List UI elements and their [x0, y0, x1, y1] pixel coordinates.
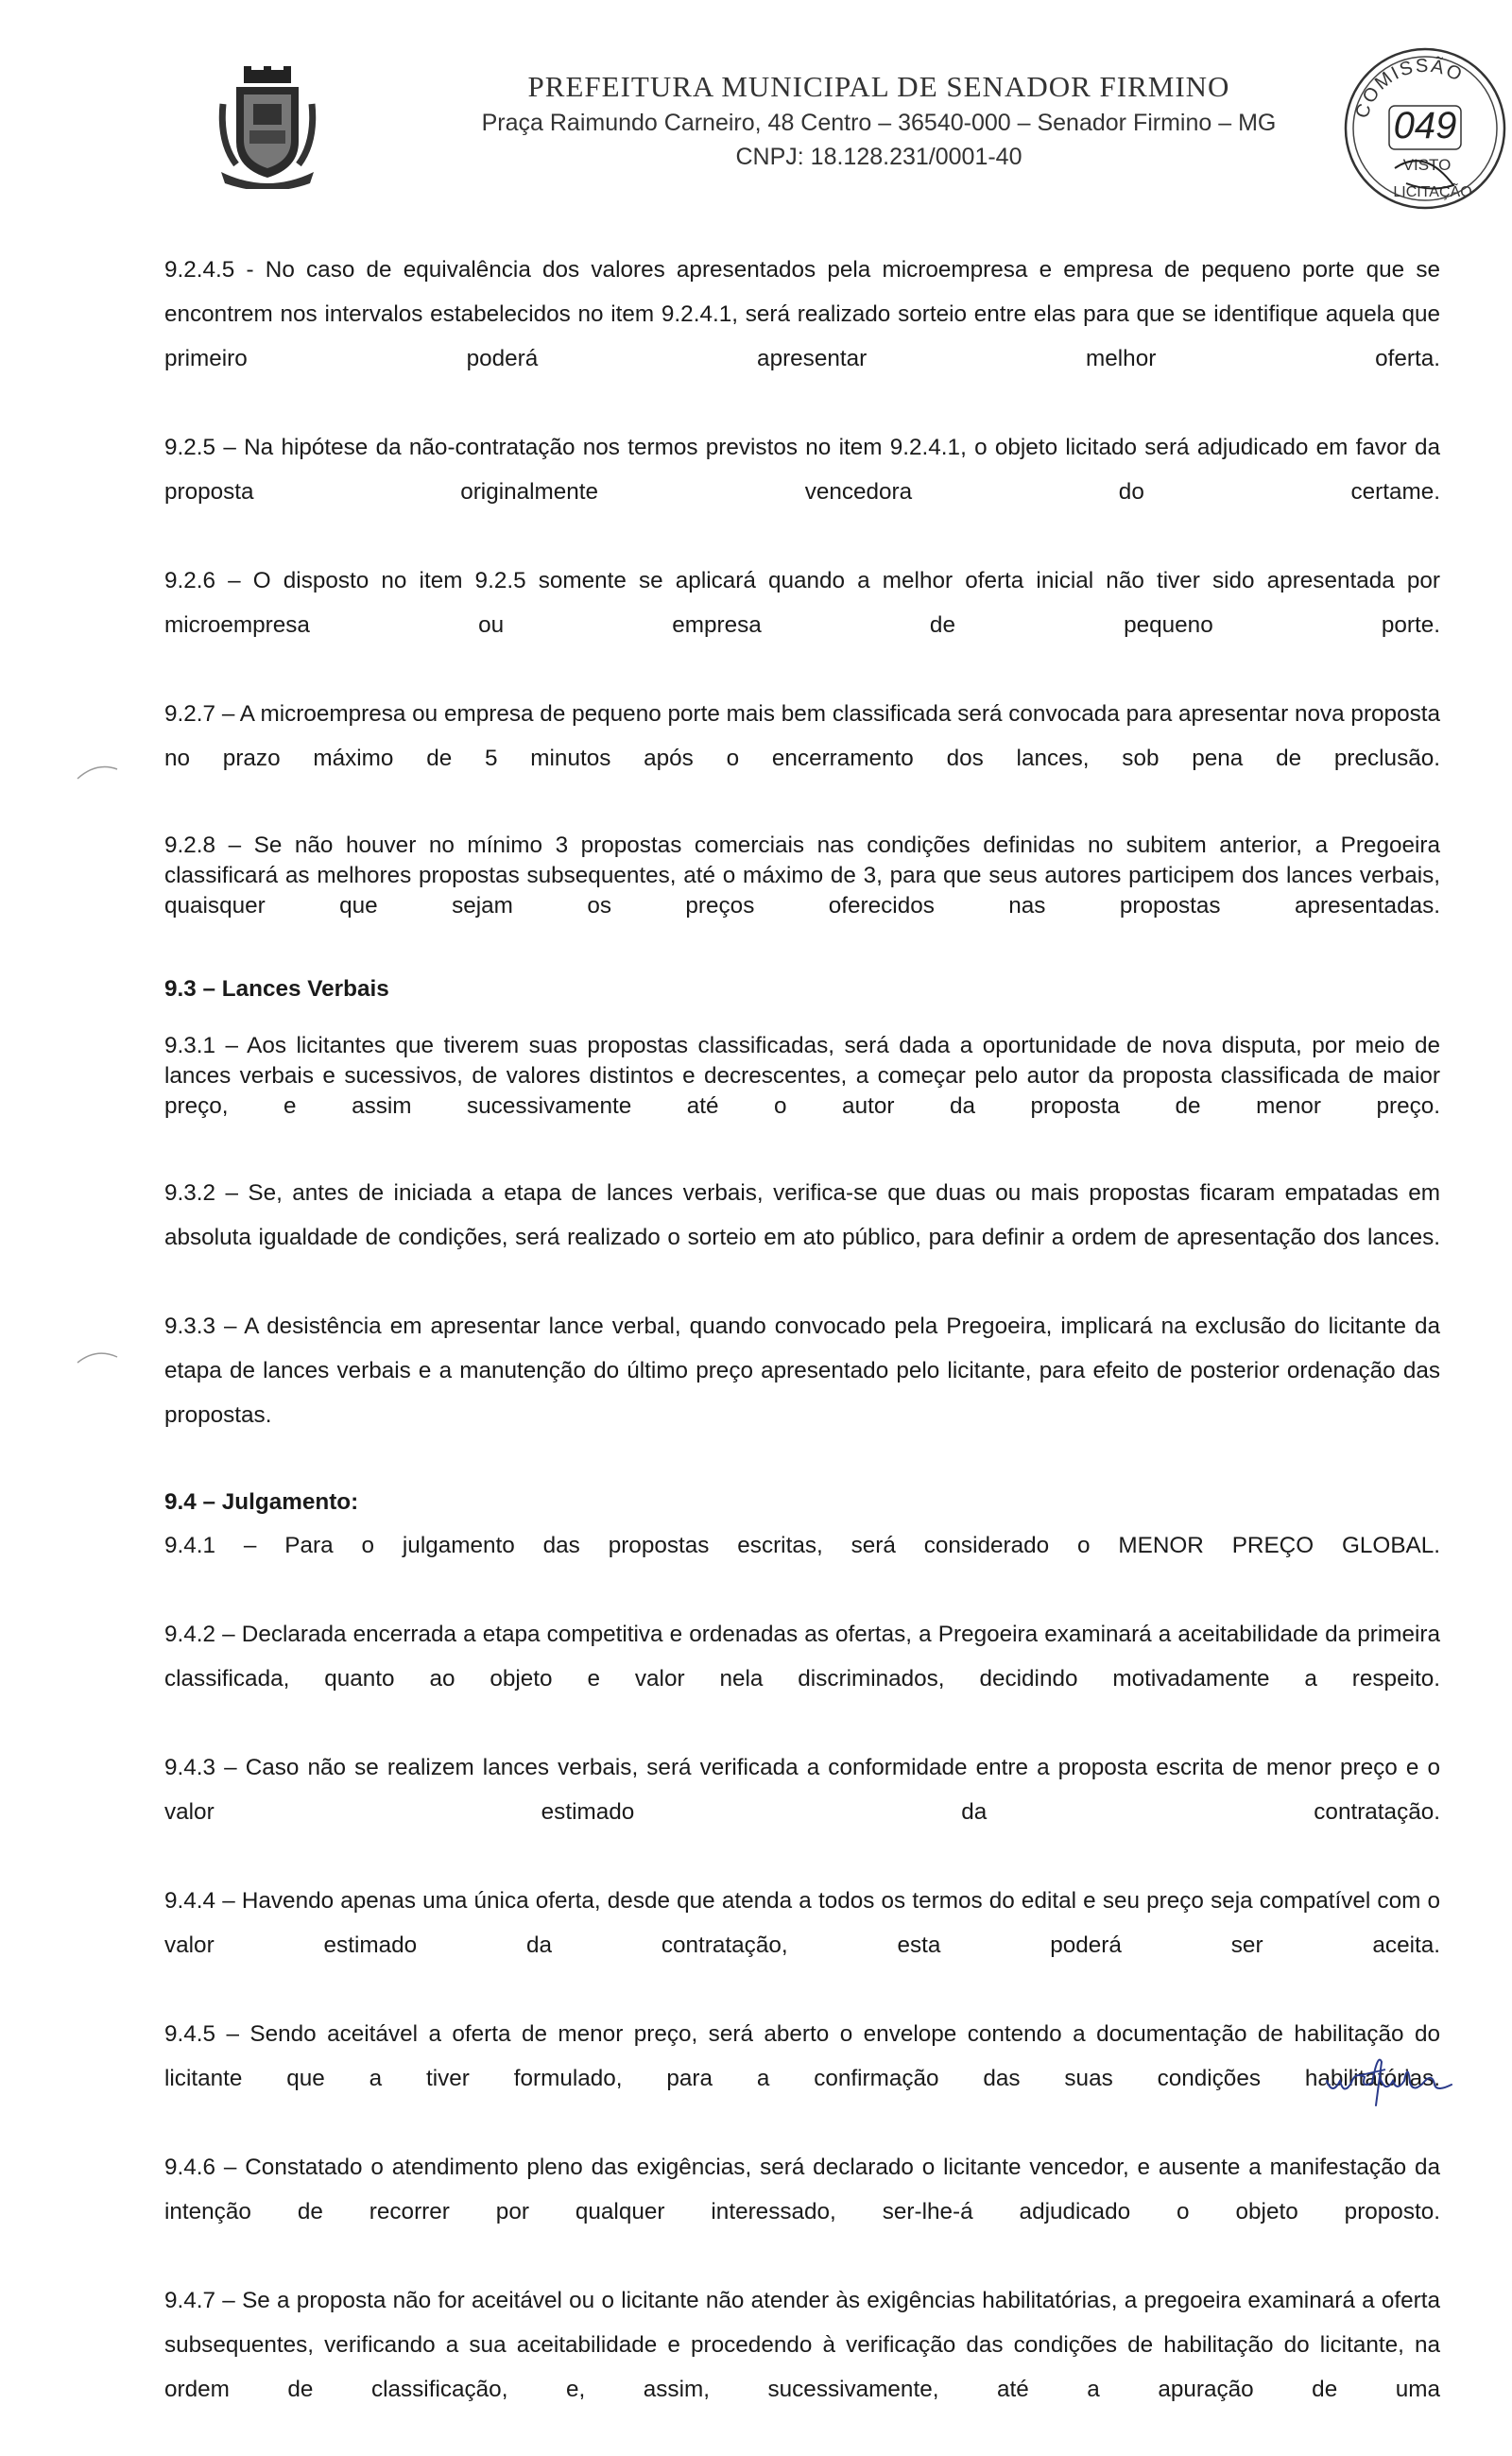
document-body — [164, 248, 1440, 2456]
paragraph-9-4-3: 9.4.3 – Caso não se realizem lances verbais, será verificada a conformidade entre a proposta escrita de menor preço e o valor estimado da contratação. — [164, 1755, 1440, 1825]
paragraph-9-4-6: 9.4.6 – Constatado o atendimento pleno das exigências, será declarado o licitante vencedor, e ausente a manifestação da intenção de recorrer por qualquer interessado, ser-lhe-á adjudicado o objeto proposto. — [164, 2155, 1440, 2224]
paragraph-9-2-5: 9.2.5 – Na hipótese da não-contratação nos termos previstos no item 9.2.4.1, o objeto licitado será adjudicado em favor da proposta originalmente vencedora do certame. — [164, 435, 1440, 505]
letterhead-org: PREFEITURA MUNICIPAL DE SENADOR FIRMINO — [527, 70, 1230, 103]
letterhead-address: Praça Raimundo Carneiro, 48 Centro – 36540-000 – Senador Firmino – MG — [481, 110, 1277, 136]
handwritten-signature — [1323, 2043, 1455, 2109]
municipal-crest-icon — [215, 66, 319, 189]
commission-stamp — [1340, 26, 1510, 225]
paragraph-9-2-6: 9.2.6 – O disposto no item 9.2.5 somente se aplicará quando a melhor oferta inicial não tiver sido apresentada por microempresa ou empresa de pequeno porte. — [164, 568, 1440, 638]
paragraph-9-3-1: 9.3.1 – Aos licitantes que tiverem suas propostas classificadas, será dada a oportunidade de nova disputa, por meio de lances verbais e sucessivos, de valores distintos e decrescentes, a começar pelo autor da proposta classificada de maior preço, e assim sucessivamente até o autor da proposta de menor preço. — [164, 1033, 1440, 1119]
paragraph-9-4-1: 9.4.1 – Para o julgamento das propostas escritas, será considerado o MENOR PREÇO GLOBAL. — [164, 1533, 1440, 1558]
stamp-mid-text: VISTO — [1402, 156, 1452, 174]
paragraph-9-4-4: 9.4.4 – Havendo apenas uma única oferta, desde que atenda a todos os termos do edital e seu preço seja compatível com o valor estimado da contratação, esta poderá ser aceita. — [164, 1888, 1440, 1958]
section-heading-9-3: 9.3 – Lances Verbais — [164, 976, 389, 1002]
paragraph-9-2-4-5: 9.2.4.5 - No caso de equivalência dos valores apresentados pela microempresa e empresa de pequeno porte que se encontrem nos intervalos estabelecidos no item 9.2.4.1, será realizado sorteio entre elas para que se identifique aquela que primeiro poderá apresentar melhor oferta. — [164, 257, 1440, 371]
paragraph-9-2-8: 9.2.8 – Se não houver no mínimo 3 propostas comerciais nas condições definidas no subitem anterior, a Pregoeira classificará as melhores propostas subsequentes, até o máximo de 3, para que seus autores participem dos lances verbais, quaisquer que sejam os preços oferecidos nas propostas apresentadas. — [164, 833, 1440, 919]
paragraph-9-4-2: 9.4.2 – Declarada encerrada a etapa competitiva e ordenadas as ofertas, a Pregoeira examinará a aceitabilidade da primeira classificada, quanto ao objeto e valor nela discriminados, decidindo motivadamente a respeito. — [164, 1622, 1440, 1692]
paragraph-9-4-5: 9.4.5 – Sendo aceitável a oferta de menor preço, será aberto o envelope contendo a documentação de habilitação do licitante que a tiver formulado, para a confirmação das suas condições habilitatórias. — [164, 2021, 1440, 2091]
punch-mark — [76, 1348, 119, 1366]
letterhead — [378, 68, 1380, 174]
stamp-top-text: COMISSÃO — [1351, 55, 1467, 121]
letterhead-cnpj: CNPJ: 18.128.231/0001-40 — [735, 144, 1022, 170]
section-heading-9-4: 9.4 – Julgamento: — [164, 1489, 359, 1515]
punch-mark — [76, 762, 119, 781]
paragraph-9-2-7: 9.2.7 – A microempresa ou empresa de pequeno porte mais bem classificada será convocada para apresentar nova proposta no prazo máximo de 5 minutos após o encerramento dos lances, sob pena de preclusão. — [164, 701, 1440, 771]
paragraph-9-4-7: 9.4.7 – Se a proposta não for aceitável ou o licitante não atender às exigências habilitatórias, a pregoeira examinará a oferta subsequentes, verificando a sua aceitabilidade e procedendo à verificação das condições de habilitação do licitante, na ordem de classificação, e, assim, sucessivamente, até a apuração de uma — [164, 2288, 1440, 2402]
stamp-bottom-text: LICITAÇÃO — [1393, 184, 1472, 200]
stamp-number: 049 — [1393, 105, 1457, 146]
paragraph-9-3-3: 9.3.3 – A desistência em apresentar lance verbal, quando convocado pela Pregoeira, implicará na exclusão do licitante da etapa de lances verbais e a manutenção do último preço apresentado pelo licitante, para efeito de posterior ordenação das propostas. — [164, 1314, 1440, 1428]
paragraph-9-3-2: 9.3.2 – Se, antes de iniciada a etapa de lances verbais, verifica-se que duas ou mais propostas ficaram empatadas em absoluta igualdade de condições, será realizado o sorteio em ato público, para definir a ordem de apresentação dos lances. — [164, 1180, 1440, 1250]
